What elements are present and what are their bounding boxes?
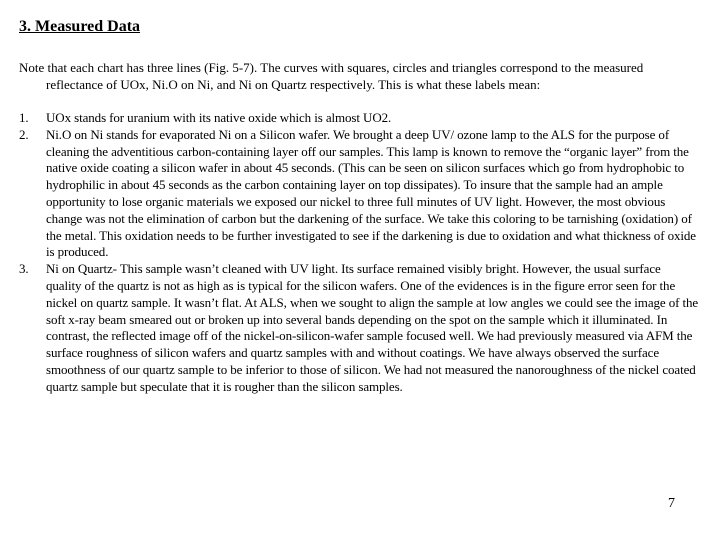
intro-paragraph: Note that each chart has three lines (Fig. 5-7). The curves with squares, circles and triangles correspond to the measured reflectance of UOx, Ni.O on Ni, and Ni on Quartz respectively. This is what these labels mean: (19, 60, 644, 92)
list-item (19, 110, 699, 127)
label-definitions-list (19, 110, 699, 396)
list-item-text: UOx stands for uranium with its native oxide which is almost UO2. (46, 110, 392, 125)
list-item-text: Ni.O on Ni stands for evaporated Ni on a Silicon wafer. We brought a deep UV/ ozone lamp to the ALS for the purpose of cleaning the adventitious carbon-containing layer off our samples. This lamp is known to remove the “organic layer” from the native oxide coating a silicon wafer in about 45 seconds. (This can be seen on silicon surfaces which go from hydrophobic to hydrophilic in about 45 seconds as the carbon containing layer on top dissipates). To insure that the sample had an ample opportunity to lose organic materials we exposed our nickel to three full minutes of UV light. However, the most obvious change was not the elimination of carbon but the darkening of the surface. We take this coloring to be tarnishing (oxidation) of the metal. This oxidation needs to be further investigated to see if the darkening is due to oxidation and what thickness of oxide is produced. (46, 126, 696, 260)
list-item (19, 127, 699, 261)
section-heading: 3. Measured Data (19, 18, 141, 35)
list-item (19, 261, 699, 395)
list-item-number: 1. (19, 110, 29, 125)
page-number: 7 (668, 496, 675, 511)
list-item-number: 2. (19, 126, 29, 142)
list-item-number: 3. (19, 261, 29, 277)
list-item-text: Ni on Quartz- This sample wasn’t cleaned with UV light. Its surface remained visibly bright. However, the usual surface quality of the quartz is not as high as is typical for the silicon wafers. One of the evidences is in the figure error seen for the nickel on quartz sample. It wasn’t flat. At ALS, when we sought to align the sample at low angles we could see the image of the soft x-ray beam smeared out or broken up into several bands depending on the spot on the sample which it illuminated. In contrast, the reflected image off of the nickel-on-silicon-wafer sample focused well. We had previously measured via AFM the surface roughness of silicon wafers and quartz samples with and without coatings. We have always observed the surface smoothness of our quartz sample to be inferior to those of silicon. We had not measured the nanoroughness of the nickel coated quartz sample but speculate that it is rougher than the silicon samples. (46, 261, 699, 394)
